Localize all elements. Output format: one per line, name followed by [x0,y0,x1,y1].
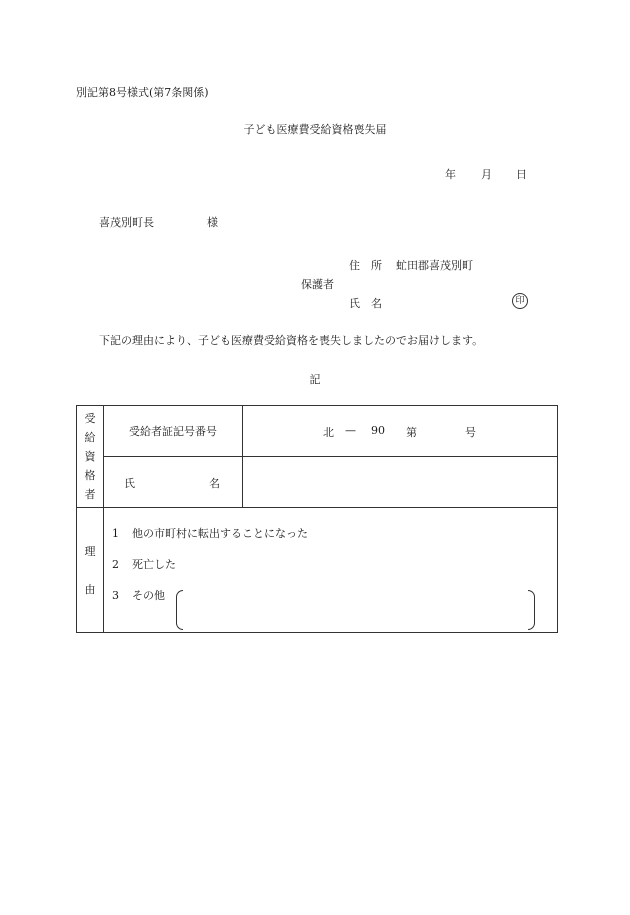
addressee-honorific: 様 [207,216,218,229]
reason-option-3[interactable]: 3 その他 [112,589,165,602]
record-label: 記 [309,373,321,386]
cert-number-field[interactable] [243,406,558,457]
address-value: 虻田郡喜茂別町 [396,259,473,272]
address-label: 住 所 [349,259,382,272]
reason-cell [104,508,558,633]
page-title: 子ども医療費受給資格喪失届 [243,123,387,136]
name-label: 氏 名 [349,297,382,310]
other-bracket-right [528,590,535,630]
recipient-section-label: 受 給 資 格 者 [77,406,104,508]
other-reason-field[interactable] [184,590,526,628]
reason-option-1[interactable]: 1 他の市町村に転出することになった [112,527,308,540]
cert-code: 90 [371,424,385,437]
month-label: 月 [481,168,492,181]
cert-number-label: 受給者証記号番号 [104,406,243,457]
cert-prefix: 北 [323,426,334,439]
guardian-label: 保護者 [301,278,334,291]
seal-icon: 印 [512,293,528,309]
reason-section-label: 理 由 [77,508,104,633]
cert-go: 号 [465,426,476,439]
cert-dai: 第 [406,426,417,439]
form-table [76,405,558,633]
recipient-name-label: 氏 名 [104,457,243,508]
year-label: 年 [445,168,456,181]
reason-option-2[interactable]: 2 死亡した [112,558,176,571]
recipient-name-field[interactable] [243,457,558,508]
form-number: 別記第8号様式(第7条関係) [76,86,209,99]
statement: 下記の理由により、子ども医療費受給資格を喪失しましたのでお届けします。 [99,334,484,347]
addressee-name: 喜茂別町長 [99,216,154,229]
other-bracket-left [176,590,183,630]
day-label: 日 [516,168,527,181]
cert-dash: — [345,424,356,437]
